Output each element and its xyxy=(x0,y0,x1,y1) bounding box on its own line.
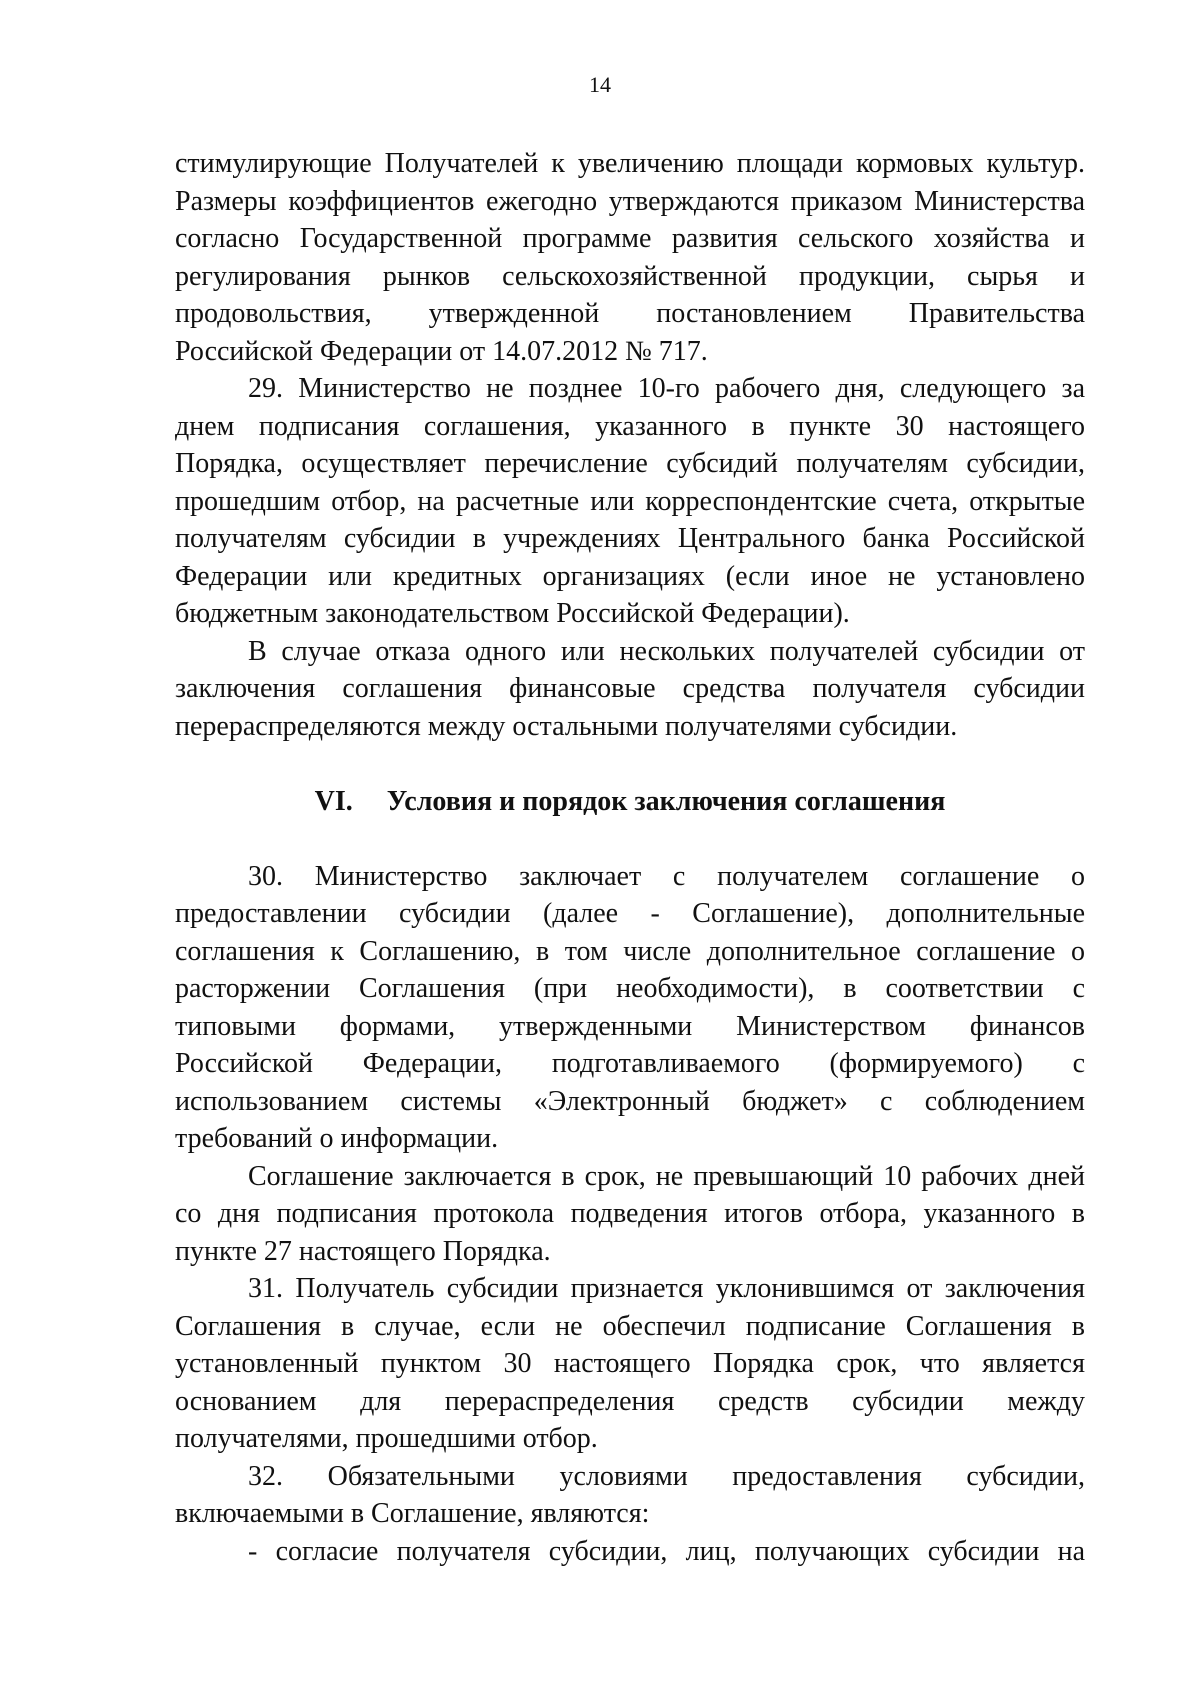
section-heading-number: VI. xyxy=(314,785,353,817)
text-line: Российской Федерации, подготавливаемого (формируемого) с xyxy=(175,1048,1085,1079)
text-line: требований о информации. xyxy=(175,1123,499,1154)
text-line: заключения соглашения финансовые средства получателя субсидии xyxy=(175,673,1085,704)
text-line: соглашения к Соглашению, в том числе дополнительное соглашение о xyxy=(175,935,1085,967)
paragraph xyxy=(175,1270,1085,1458)
text-line: использованием системы «Электронный бюджет» с соблюдением xyxy=(175,1085,1085,1117)
text-line: - согласие получателя субсидии, лиц, получающих субсидии на xyxy=(248,1535,1085,1567)
text-line: со дня подписания протокола подведения итогов отбора, указанного в xyxy=(175,1198,1085,1229)
paragraph xyxy=(175,1158,1085,1271)
text-line: продовольствия, утвержденной постановлением Правительства xyxy=(175,298,1085,329)
text-line: включаемыми в Соглашение, являются: xyxy=(175,1498,650,1529)
text-line: стимулирующие Получателей к увеличению площади кормовых культур. xyxy=(175,148,1085,179)
text-line: получателям субсидии в учреждениях Центрального банка Российской xyxy=(175,523,1085,554)
text-line: 29. Министерство не позднее 10-го рабочего дня, следующего за xyxy=(248,373,1085,404)
text-line: получателями, прошедшими отбор. xyxy=(175,1423,598,1454)
text-line: 30. Министерство заключает с получателем соглашение о xyxy=(248,860,1085,892)
paragraph xyxy=(175,858,1085,1158)
text-line: предоставлении субсидии (далее - Соглашение), дополнительные xyxy=(175,898,1085,929)
text-line: Федерации или кредитных организациях (если иное не установлено xyxy=(175,560,1085,592)
section-heading-title: Условия и порядок заключения соглашения xyxy=(386,785,946,817)
text-line: Размеры коэффициентов ежегодно утверждаются приказом Министерства xyxy=(175,185,1085,217)
text-line: прошедшим отбор, на расчетные или корреспондентские счета, открытые xyxy=(175,485,1085,517)
paragraph xyxy=(175,1458,1085,1533)
text-line: Соглашения в случае, если не обеспечил подписание Соглашения в xyxy=(175,1310,1085,1342)
text-line: днем подписания соглашения, указанного в пункте 30 настоящего xyxy=(175,410,1085,442)
text-line: Российской Федерации от 14.07.2012 № 717. xyxy=(175,335,708,367)
text-line: регулирования рынков сельскохозяйственной продукции, сырья и xyxy=(175,260,1085,292)
paragraph xyxy=(175,633,1085,746)
text-line: установленный пунктом 30 настоящего Порядка срок, что является xyxy=(175,1348,1085,1379)
section-heading xyxy=(175,783,1085,821)
text-line: типовыми формами, утвержденными Министерством финансов xyxy=(175,1010,1085,1042)
text-line: Соглашение заключается в срок, не превышающий 10 рабочих дней xyxy=(248,1160,1085,1192)
paragraph xyxy=(175,370,1085,633)
text-line: согласно Государственной программе развития сельского хозяйства и xyxy=(175,223,1085,254)
paragraph xyxy=(175,145,1085,370)
text-line: пункте 27 настоящего Порядка. xyxy=(175,1235,551,1267)
paragraphs-after-heading xyxy=(175,858,1085,1571)
text-line: перераспределяются между остальными получателями субсидии. xyxy=(175,710,958,742)
text-line: бюджетным законодательством Российской Федерации). xyxy=(175,598,850,629)
text-line: расторжении Соглашения (при необходимости), в соответствии с xyxy=(175,973,1085,1004)
text-line: 31. Получатель субсидии признается уклонившимся от заключения xyxy=(248,1273,1085,1304)
document-body xyxy=(175,145,1085,1570)
paragraphs-before-heading xyxy=(175,145,1085,745)
text-line: 32. Обязательными условиями предоставления субсидии, xyxy=(248,1460,1085,1492)
text-line: В случае отказа одного или нескольких получателей субсидии от xyxy=(248,635,1085,667)
page-number: 14 xyxy=(589,72,611,97)
text-line: основанием для перераспределения средств субсидии между xyxy=(175,1385,1085,1417)
paragraph xyxy=(175,1533,1085,1571)
text-line: Порядка, осуществляет перечисление субсидий получателям субсидии, xyxy=(175,448,1085,479)
